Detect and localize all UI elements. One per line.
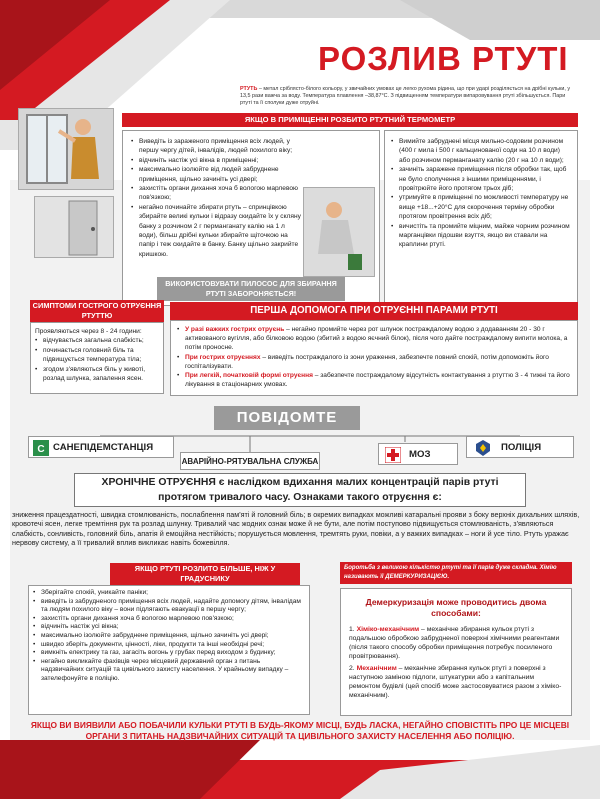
demerc-method-1: 1. Хіміко-механічним – механічне збирання кульок ртуті з подальшою обробкою забрудненої поверхні хімічними реагентами (після такого способу обробки приміщення потребує посиленого провітрювання). xyxy=(349,626,560,660)
sanepid-icon xyxy=(33,440,49,456)
first-aid-header: ПЕРША ДОПОМОГА ПРИ ОТРУЄННІ ПАРАМИ РТУТІ xyxy=(170,302,578,320)
list-item: • Вимийте забруднені місця мильно-содовим розчином (400 г мила і 500 г кальцинованої соди на 10 л води) або розчином перманганату калію (20 г на 10 л води); xyxy=(391,137,571,165)
symptoms-header: СИМПТОМИ ГОСТРОГО ОТРУЄННЯ РТУТТЮ xyxy=(30,300,164,322)
demerc-box xyxy=(340,588,572,716)
list-item: • При легкій, початковій формі отруєння – забезпечте постраждалому відсутність контактування з ртуттю 3 - 4 тижні та його лікування в стаціонарних умовах. xyxy=(177,371,571,389)
thermometer-right-list xyxy=(391,137,571,250)
list-item: • негайно починайте збирати ртуть – спринцівкою збирайте великі кульки і відразу скидайте їх у скляну банку з розчином 2 г перманганату калію на 1 л води), більш дрібні кульки збирайте щіточкою на папір і теж скидайте в банку. Банку щільно закрийте кришкою. xyxy=(131,203,305,259)
list-item: • починається головний біль та підвищується температура тіла; xyxy=(35,346,159,365)
service-label: АВАРІЙНО-РЯТУВАЛЬНА СЛУЖБА xyxy=(181,457,319,466)
medical-cross-icon xyxy=(385,447,401,463)
list-item: • захистіть органи дихання хоча б вологою марлевою пов'язкою; xyxy=(131,184,305,203)
page-title: РОЗЛИВ РТУТІ xyxy=(318,40,569,77)
list-item: • зачиніть заражене приміщення після обробки так, щоб не було сполучення з іншими приміщеннями, і провітрюйте його протягом трьох діб; xyxy=(391,165,571,193)
symptoms-box xyxy=(30,322,164,394)
notify-header: ПОВІДОМТЕ xyxy=(214,406,360,430)
list-item: • утримуйте в приміщенні по можливості температуру не вище +18...+20°С для скорочення терміну обробки протягом провітрення всіх діб; xyxy=(391,193,571,221)
list-item: • швидко зберіть документи, цінності, ліки, продукти та інші необхідні речі; xyxy=(33,641,303,650)
list-item: • максимально ізолюйте від людей забруднене приміщення, щільно зачиніть усі двері; xyxy=(131,165,305,184)
thermometer-header: ЯКЩО В ПРИМІЩЕННІ РОЗБИТО РТУТНИЙ ТЕРМОМЕТР xyxy=(122,113,578,127)
demerc-note: Боротьба з великою кількістю ртуті та її парів дуже складна. Хімію називають її ДЕМЕРКУРИЗАЦІЄЮ. xyxy=(340,562,572,584)
service-label: МОЗ xyxy=(409,449,431,460)
symptoms-intro: Проявляються через 8 - 24 години: xyxy=(35,328,142,335)
illustration-door xyxy=(34,196,114,258)
large-spill-box xyxy=(28,585,310,715)
list-item: • негайно викликайте фахівців через місцевий державний орган з питань надзвичайних ситуацій та цивільного захисту населення. У крайньому випадку – зателефонуйте в поліцію. xyxy=(33,658,303,684)
service-label: САНЕПІДЕМСТАНЦІЯ xyxy=(53,442,154,453)
door-icon xyxy=(35,197,113,257)
service-moz xyxy=(378,443,458,465)
thermometer-left-list xyxy=(131,137,305,259)
list-item: • При гострих отруєннях – виведіть постраждалого із зони ураження, забезпечте повний спокій, потім допоможіть його госпіталізувати. xyxy=(177,353,571,371)
service-label: ПОЛІЦІЯ xyxy=(501,442,542,453)
person-collecting-mercury-icon xyxy=(304,188,374,276)
list-item: • згодом з'являються біль у животі, розлад шлунка, запалення ясен. xyxy=(35,365,159,384)
list-item: • Зберігайте спокій, уникайте паніки; xyxy=(33,589,303,598)
chronic-heading: ХРОНІЧНЕ ОТРУЄННЯ є наслідком вдихання малих концентрацій парів ртуті протягом тривалого часу. Ознаками такого отруєння є: xyxy=(74,473,526,507)
illustration-collecting xyxy=(303,187,375,277)
large-spill-list xyxy=(33,589,303,684)
thermometer-left-box xyxy=(122,130,380,306)
first-aid-list xyxy=(177,325,571,389)
list-item: • У разі важких гострих отруєнь – негайно промийте через рот шлунок постраждалому водою з додаванням 20 - 30 г активованого вугілля, або білковою водою (збитий з водою яєчний білок), після чого дайте постраждалому випити молока, а потім проносне. xyxy=(177,325,571,353)
list-item: • відчиніть настіж усі вікна в приміщенні; xyxy=(131,156,305,165)
service-police xyxy=(466,436,574,458)
list-item: • виведіть із забрудненого приміщення всіх людей, надайте допомогу дітям, інвалідам та людям похилого віку – вони підлягають евакуації в першу чергу; xyxy=(33,598,303,615)
thermometer-right-box xyxy=(384,130,578,306)
list-item: • Виведіть із зараженого приміщення всіх людей, у першу чергу дітей, інвалідів, людей похилого віку; xyxy=(131,137,305,156)
service-sanepid xyxy=(28,436,174,458)
list-item: • захистіть органи дихання хоча б вологою марлевою пов'язкою; xyxy=(33,615,303,624)
demerc-heading: Демеркуризація може проводитись двома способами: xyxy=(365,597,547,618)
service-rescue xyxy=(180,452,320,470)
large-spill-header: ЯКЩО РТУТІ РОЗЛИТО БІЛЬШЕ, НІЖ У ГРАДУСНИКУ xyxy=(110,563,300,585)
list-item: • відчиніть настіж усі вікна; xyxy=(33,623,303,632)
person-opening-window-icon xyxy=(19,109,113,189)
svg-text:C: C xyxy=(37,444,45,455)
list-item: • максимально ізолюйте забруднене приміщення, щільно зачиніть усі двері; xyxy=(33,632,303,641)
list-item: • вичистіть та промийте міцним, майже чорним розчином марганцівки підошви взуття, якщо ви ставали на краплини ртуті. xyxy=(391,222,571,250)
list-item: • відчувається загальна слабкість; xyxy=(35,336,159,345)
intro-body: – метал сріблясто-білого кольору, у звичайних умовах це легко рухома рідина, що при ударі розділяється на дрібні кульки, у 13,5 рази важча за воду. Температура плавлення –38,87°С. З підвищенням температури випаровування ртуті збільшується. Пари ртуті та її сполуки дуже отруйні. xyxy=(240,86,571,107)
intro-term: РТУТЬ xyxy=(240,86,258,92)
vacuum-warning: ВИКОРИСТОВУВАТИ ПИЛОСОС ДЛЯ ЗБИРАННЯ РТУТІ ЗАБОРОНЯЄТЬСЯ! xyxy=(157,277,345,301)
footer-warning: ЯКЩО ВИ ВИЯВИЛИ АБО ПОБАЧИЛИ КУЛЬКИ РТУТІ В БУДЬ-ЯКОМУ МІСЦІ, БУДЬ ЛАСКА, НЕГАЙНО СПОВІСТІТЬ ПРО ЦЕ МІСЦЕВІ ОРГАНИ З ПИТАНЬ НАДЗВИЧАЙНИХ СИТУАЦІЙ ТА ЦИВІЛЬНОГО ЗАХИСТУ НАСЕЛЕННЯ АБО ПОЛІЦІЮ. xyxy=(30,720,570,741)
demerc-method-2: 2. Механічним – механічне збирання кульок ртуті з поверхні з наступною заміною підлоги, штукатурки або з капітальним ремонтом будівлі (цей спосіб може застосовуватися разом з хіміко-механічним). xyxy=(349,665,562,699)
chronic-text: зниження працездатності, швидка стомлюваність, послаблення пам'яті й головний біль; в окремих випадках можливі катаральні прояви з боку верхніх дихальних шляхів, кровотечі ясен, легке тремтіння рук та розлад шлунку. Тривалий час жодних ознак може й не бути, але потім поступово підвищується стомлюваність, з'являються слабкість, сонливість, головний біль, апатія й емоційна нестійкість; порушується мовлення, тремтять руки, повіки, а у важких випадках – ноги й усе тіло. Ртуть уражає нервову систему, а її тривалий вплив викликає навіть божевілля. xyxy=(12,510,580,548)
illustration-window xyxy=(18,108,114,190)
police-badge-icon xyxy=(475,440,491,456)
intro-text xyxy=(240,86,578,108)
symptoms-list xyxy=(35,336,159,383)
list-item: • вимкніть електрику та газ, загасіть вогонь у грубах перед виходом з будинку; xyxy=(33,649,303,658)
first-aid-box xyxy=(170,320,578,396)
